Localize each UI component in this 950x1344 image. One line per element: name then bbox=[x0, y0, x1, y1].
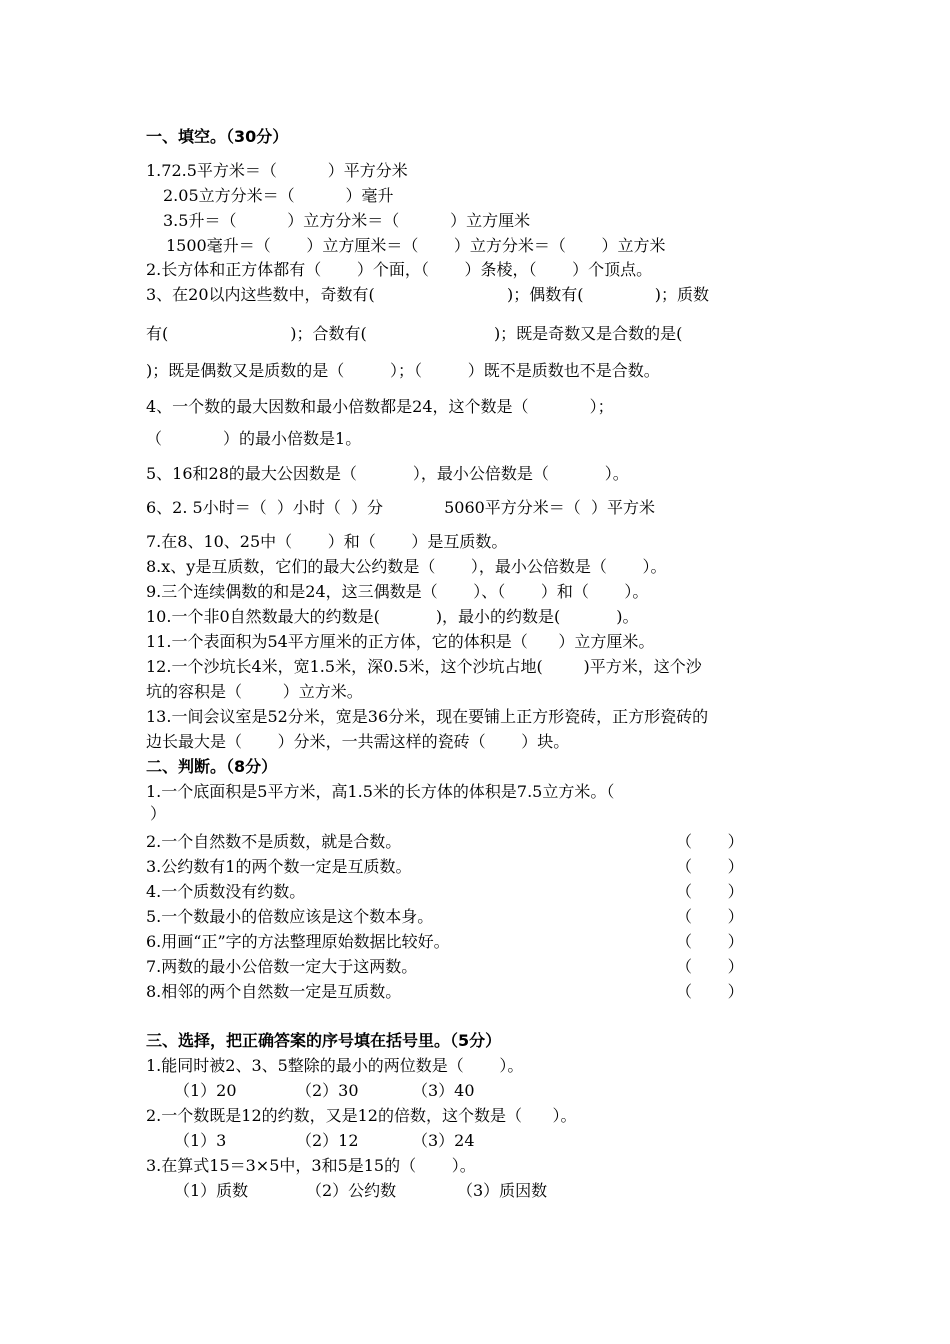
judge-item: 8.相邻的两个自然数一定是互质数。 bbox=[146, 982, 402, 1001]
question-4b: （ ）的最小倍数是1。 bbox=[146, 429, 362, 448]
choice-1: 1.能同时被2、3、5整除的最小的两位数是（ ）。 bbox=[146, 1056, 524, 1075]
choice-1-option: （1）20 bbox=[174, 1081, 237, 1100]
choice-1-option: （2）30 bbox=[296, 1081, 359, 1100]
question-1c: 3.5升＝（ ）立方分米＝（ ）立方厘米 bbox=[163, 211, 531, 230]
choice-2-option: （1）3 bbox=[174, 1131, 227, 1150]
answer-paren: （ ） bbox=[676, 907, 744, 926]
choice-1-option: （3）40 bbox=[412, 1081, 475, 1100]
question-4a: 4、一个数的最大因数和最小倍数都是24，这个数是（ ）； bbox=[146, 397, 614, 416]
question-8: 8.x、y是互质数，它们的最大公约数是（ ），最小公倍数是（ ）。 bbox=[146, 557, 667, 576]
answer-paren: （ ） bbox=[676, 982, 744, 1001]
answer-paren: （ ） bbox=[676, 957, 744, 976]
answer-paren: （ ） bbox=[676, 932, 744, 951]
question-1a: 1.72.5平方米＝（ ）平方分米 bbox=[146, 161, 408, 180]
choice-3: 3.在算式15＝3×5中，3和5是15的（ ）。 bbox=[146, 1156, 476, 1175]
judge-item: 6.用画“正”字的方法整理原始数据比较好。 bbox=[146, 932, 450, 951]
choice-2-option: （3）24 bbox=[412, 1131, 475, 1150]
question-10: 10.一个非0自然数最大的约数是( )，最小的约数是( )。 bbox=[146, 607, 639, 626]
question-12b: 坑的容积是（ ）立方米。 bbox=[146, 682, 363, 701]
question-12a: 12.一个沙坑长4米，宽1.5米，深0.5米，这个沙坑占地( )平方米，这个沙 bbox=[146, 657, 702, 676]
question-3b: 有( )；合数有( )；既是奇数又是合数的是( bbox=[146, 324, 683, 343]
question-7: 7.在8、10、25中（ ）和（ ）是互质数。 bbox=[146, 532, 508, 551]
choice-2: 2.一个数既是12的约数，又是12的倍数，这个数是（ ）。 bbox=[146, 1106, 577, 1125]
question-5: 5、16和28的最大公因数是（ ），最小公倍数是（ ）。 bbox=[146, 464, 629, 483]
section-1-title: 一、填空。（30分） bbox=[146, 127, 289, 146]
question-13b: 边长最大是（ ）分米，一共需这样的瓷砖（ ）块。 bbox=[146, 732, 570, 751]
answer-paren: （ ） bbox=[676, 857, 744, 876]
question-2: 2.长方体和正方体都有（ ）个面，（ ）条棱，（ ）个顶点。 bbox=[146, 260, 653, 279]
choice-2-option: （2）12 bbox=[296, 1131, 359, 1150]
question-11: 11.一个表面积为54平方厘米的正方体，它的体积是（ ）立方厘米。 bbox=[146, 632, 655, 651]
judge-item: 3.公约数有1的两个数一定是互质数。 bbox=[146, 857, 412, 876]
choice-3-option: （1）质数 bbox=[174, 1181, 249, 1200]
section-3-title: 三、选择，把正确答案的序号填在括号里。（5分） bbox=[146, 1031, 502, 1050]
judge-item: 4.一个质数没有约数。 bbox=[146, 882, 306, 901]
question-3a: 3、在20以内这些数中，奇数有( )；偶数有( )；质数 bbox=[146, 285, 709, 304]
question-6: 6、2. 5小时＝（ ）小时（ ）分 5060平方分米＝（ ）平方米 bbox=[146, 498, 655, 517]
judge-item: 2.一个自然数不是质数，就是合数。 bbox=[146, 832, 402, 851]
question-3c: )；既是偶数又是质数的是（ ）；（ ）既不是质数也不是合数。 bbox=[146, 361, 660, 380]
judge-item: 5.一个数最小的倍数应该是这个数本身。 bbox=[146, 907, 434, 926]
judge-1b: ） bbox=[150, 804, 167, 823]
question-1b: 2.05立方分米＝（ ）毫升 bbox=[163, 186, 394, 205]
question-9: 9.三个连续偶数的和是24，这三偶数是（ ）、（ ）和（ ）。 bbox=[146, 582, 649, 601]
judge-1a: 1.一个底面积是5平方米，高1.5米的长方体的体积是7.5立方米。（ bbox=[146, 782, 615, 801]
question-13a: 13.一间会议室是52分米，宽是36分米，现在要铺上正方形瓷砖，正方形瓷砖的 bbox=[146, 707, 709, 726]
judge-item: 7.两数的最小公倍数一定大于这两数。 bbox=[146, 957, 418, 976]
section-2-title: 二、判断。（8分） bbox=[146, 757, 278, 776]
question-1d: 1500毫升＝（ ）立方厘米＝（ ）立方分米＝（ ）立方米 bbox=[166, 236, 666, 255]
answer-paren: （ ） bbox=[676, 882, 744, 901]
answer-paren: （ ） bbox=[676, 832, 744, 851]
choice-3-option: （3）质因数 bbox=[457, 1181, 548, 1200]
choice-3-option: （2）公约数 bbox=[306, 1181, 397, 1200]
